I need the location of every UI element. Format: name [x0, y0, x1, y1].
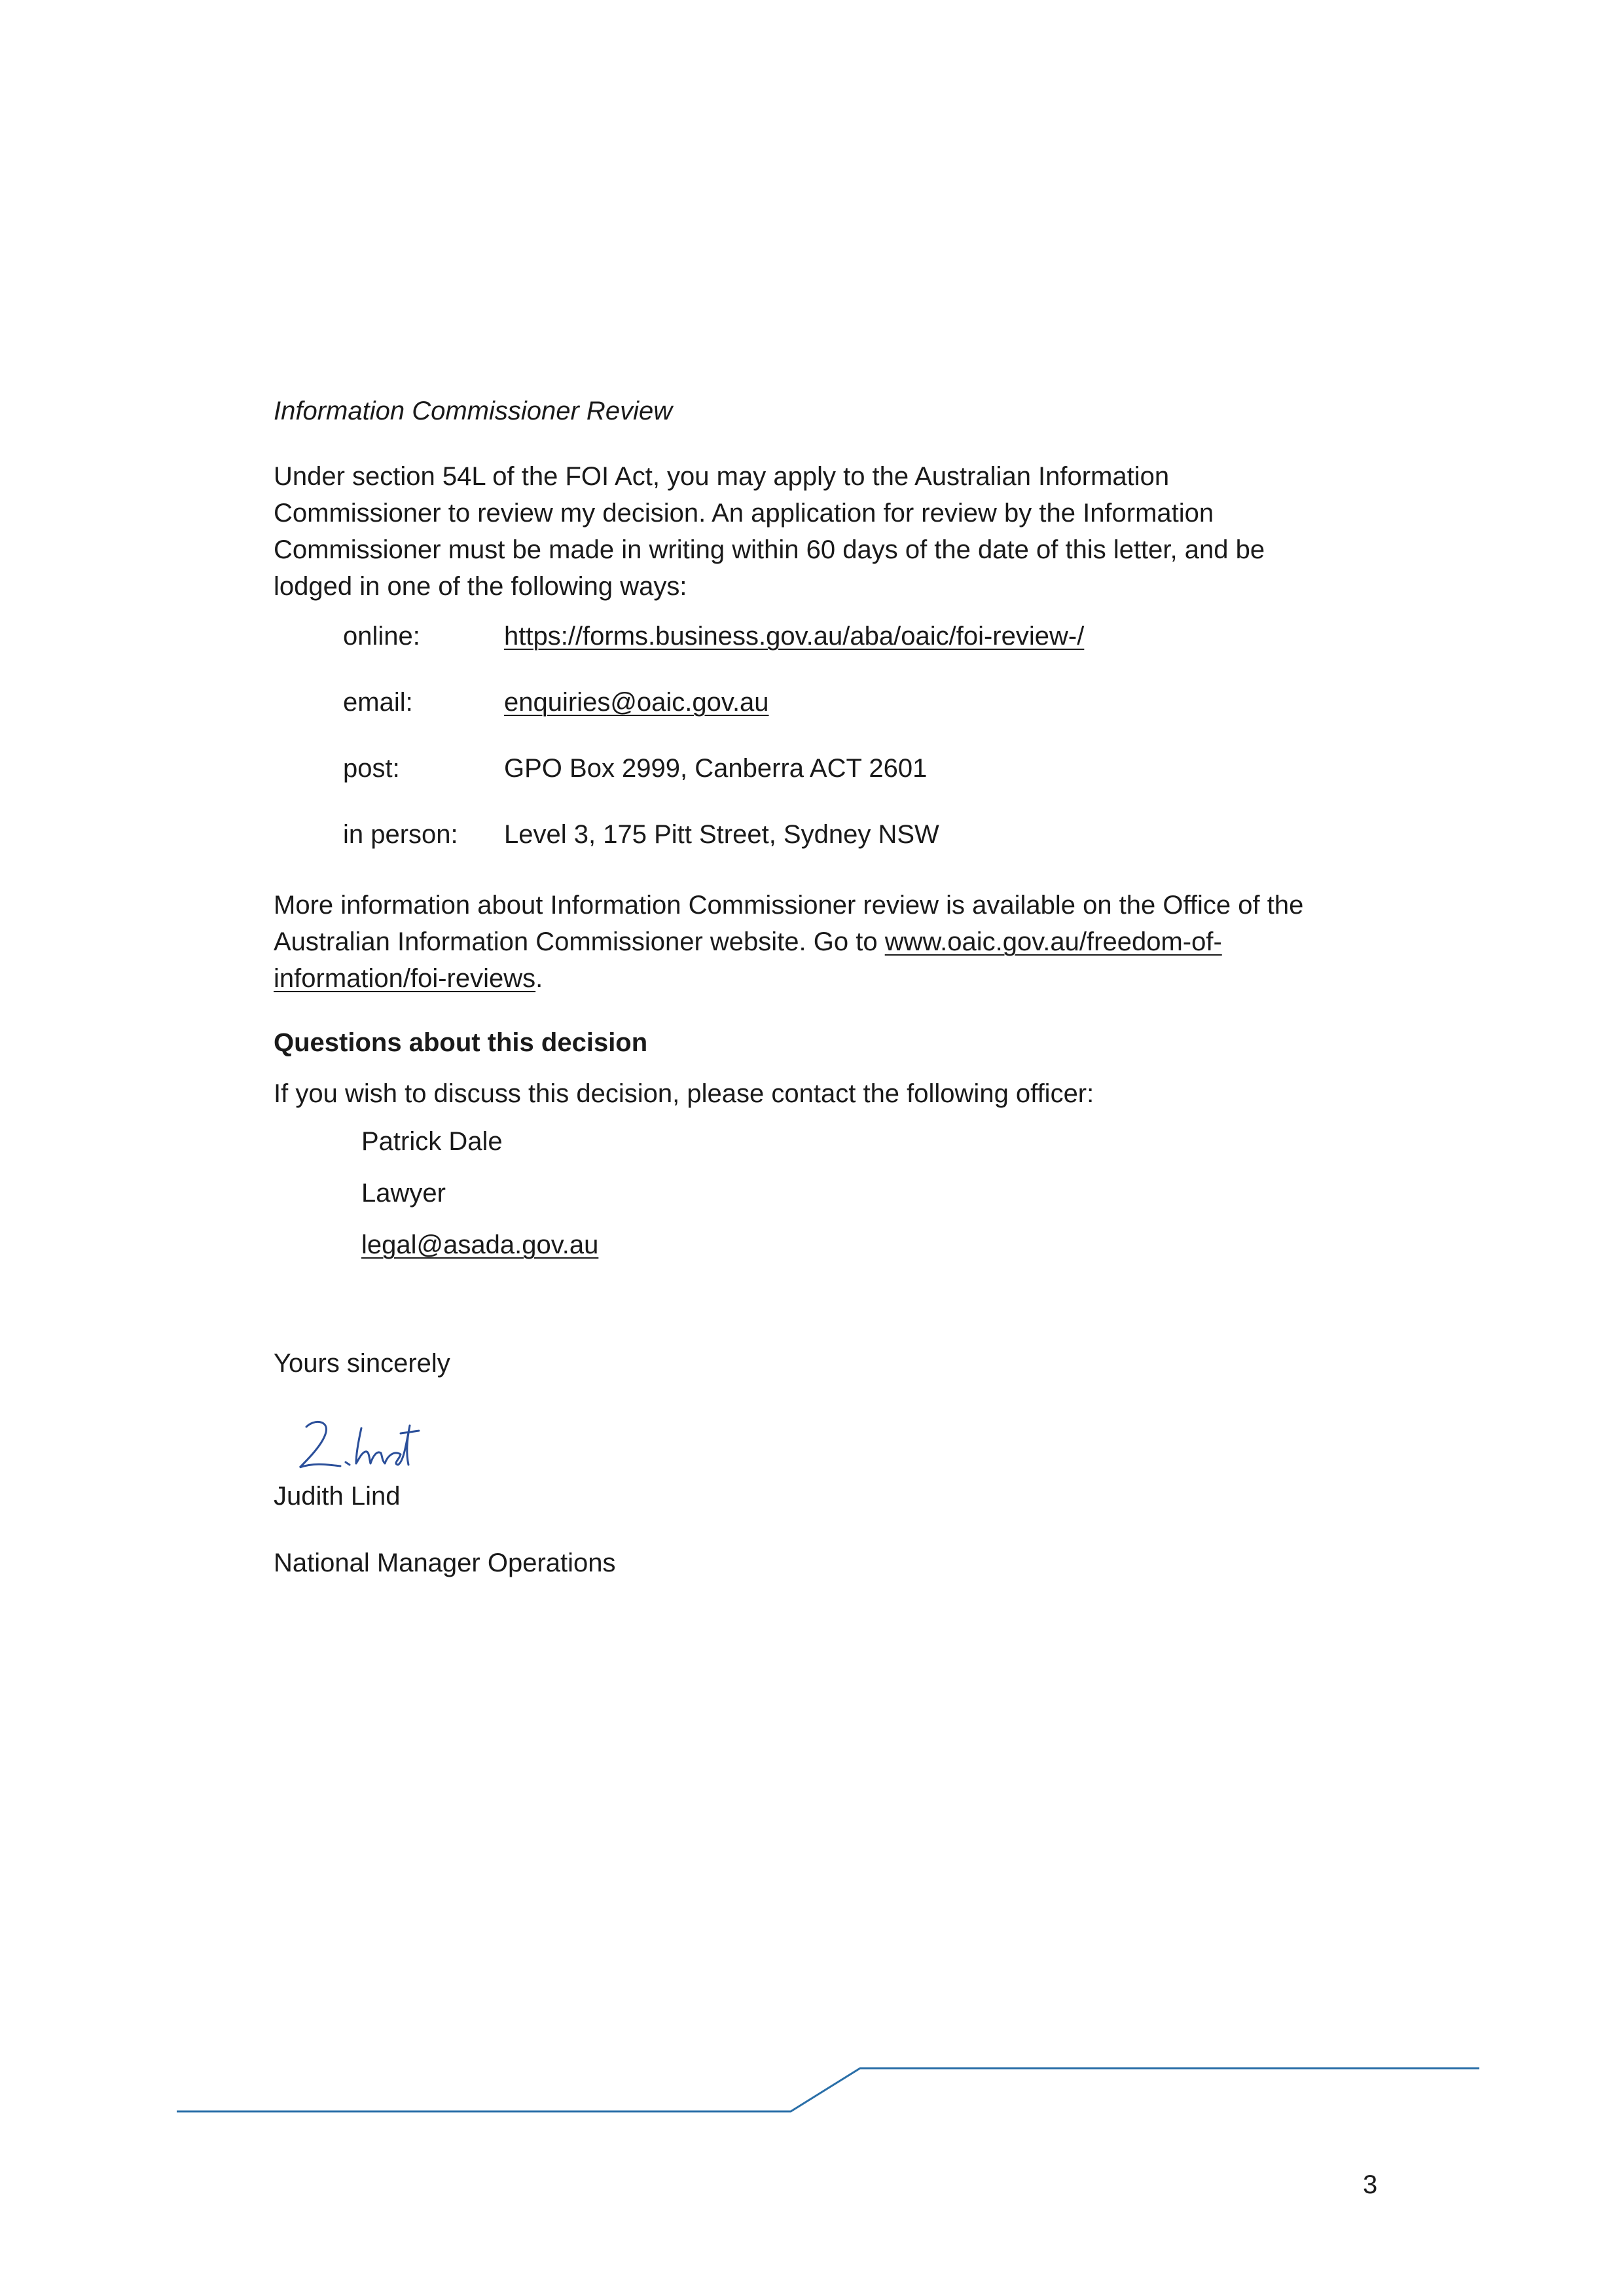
email-link[interactable]: enquiries@oaic.gov.au — [504, 688, 769, 717]
contact-label: email: — [343, 688, 413, 717]
more-info-line — [274, 924, 1386, 960]
footer-rule — [177, 2068, 1479, 2111]
officer-contact — [361, 1127, 598, 1282]
questions-heading: Questions about this decision — [274, 1028, 648, 1057]
signature-stroke — [346, 1462, 350, 1465]
contact-label: in person: — [343, 820, 458, 849]
contact-row-online — [343, 622, 1084, 688]
officer-role: Lawyer — [361, 1179, 446, 1208]
contact-methods — [343, 622, 1084, 886]
signer-name: Judith Lind — [274, 1482, 401, 1511]
signature-stroke — [300, 1422, 340, 1467]
footer-divider — [177, 2042, 1479, 2121]
more-info-line: More information about Information Commissioner review is available on the Office of the — [274, 891, 1304, 920]
contact-label: online: — [343, 622, 420, 651]
postal-address: GPO Box 2999, Canberra ACT 2601 — [504, 754, 928, 783]
questions-text: If you wish to discuss this decision, please contact the following officer: — [274, 1079, 1094, 1108]
contact-row-in-person — [343, 820, 1084, 886]
closing-salutation: Yours sincerely — [274, 1349, 450, 1378]
contact-row-email — [343, 688, 1084, 754]
signer-title: National Manager Operations — [274, 1549, 616, 1577]
contact-label: post: — [343, 754, 400, 783]
page-number: 3 — [1363, 2170, 1378, 2199]
street-address: Level 3, 175 Pitt Street, Sydney NSW — [504, 820, 939, 849]
more-info-line — [274, 960, 1386, 997]
oaic-review-link[interactable]: www.oaic.gov.au/freedom-of- — [884, 927, 1222, 956]
more-info-paragraph — [274, 887, 1386, 997]
intro-line: Commissioner to review my decision. An application for review by the Information — [274, 499, 1214, 528]
intro-line: Under section 54L of the FOI Act, you may apply to the Australian Information — [274, 462, 1170, 491]
more-info-end: . — [535, 964, 543, 993]
review-intro — [274, 458, 1386, 605]
signature-stroke — [356, 1426, 410, 1465]
oaic-review-link-continued[interactable]: information/foi-reviews — [274, 964, 536, 993]
signature-icon — [288, 1407, 432, 1479]
review-heading: Information Commissioner Review — [274, 397, 673, 425]
more-info-text: Australian Information Commissioner website. Go to — [274, 927, 885, 956]
signature-stroke — [401, 1431, 419, 1433]
officer-name: Patrick Dale — [361, 1127, 503, 1156]
contact-row-post — [343, 754, 1084, 820]
officer-email-link[interactable]: legal@asada.gov.au — [361, 1230, 599, 1259]
intro-line: Commissioner must be made in writing within 60 days of the date of this letter, and be — [274, 535, 1265, 564]
online-link[interactable]: https://forms.business.gov.au/aba/oaic/foi-review-/ — [504, 622, 1085, 651]
intro-line: lodged in one of the following ways: — [274, 572, 687, 601]
